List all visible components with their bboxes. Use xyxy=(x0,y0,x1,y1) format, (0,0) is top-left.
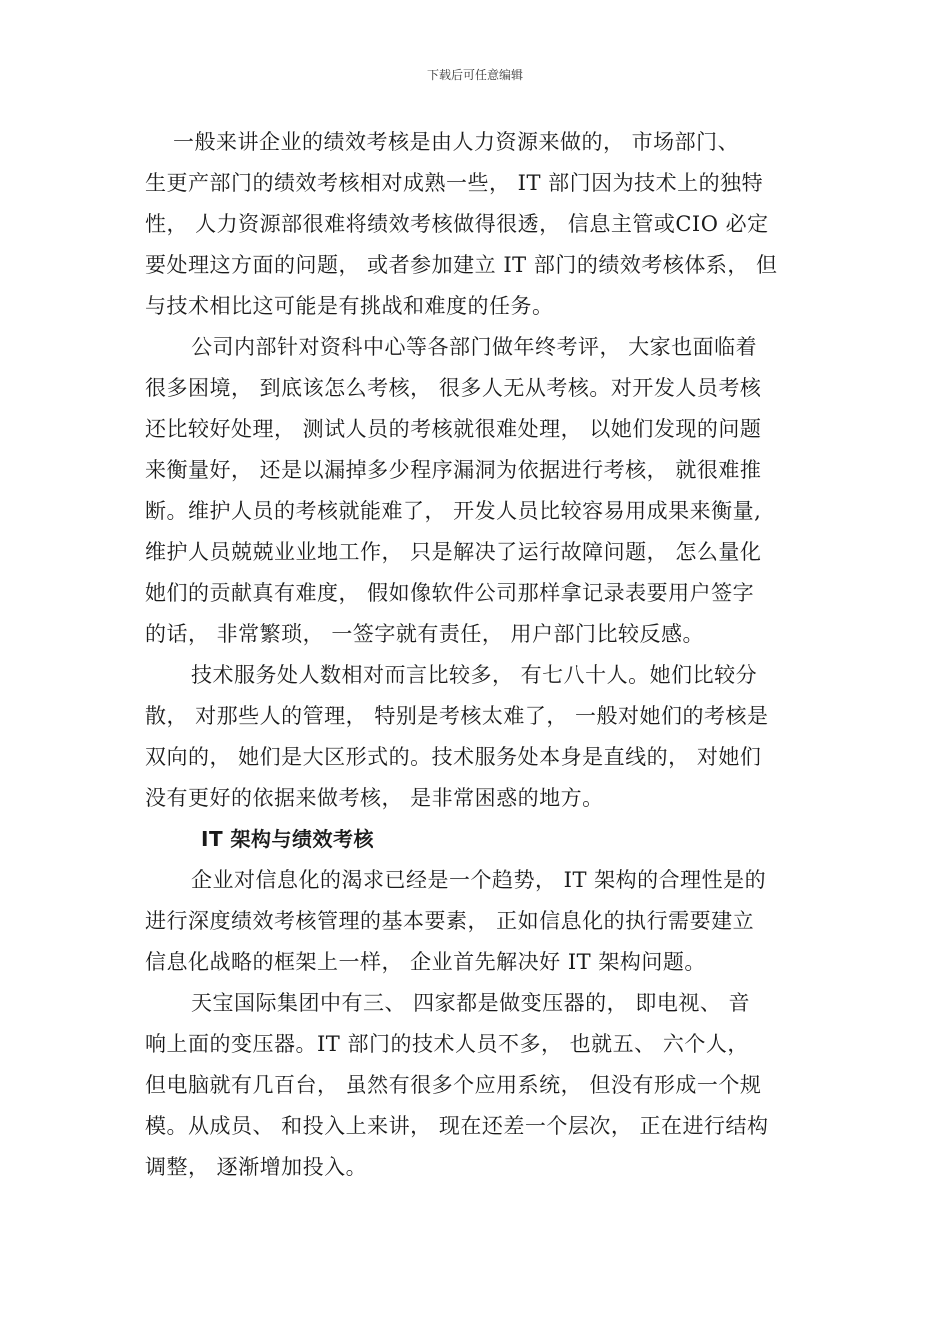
text-line: 信息化战略的框架上一样， 企业首先解决好 IT 架构问题。 xyxy=(145,950,706,974)
text-line: 一般来讲企业的绩效考核是由人力资源来做的， 市场部门、 xyxy=(173,130,740,154)
text-line: 性， 人力资源部很难将绩效考核做得很透， 信息主管或CIO 必定 xyxy=(145,212,769,236)
text-line: 没有更好的依据来做考核， 是非常困惑的地方。 xyxy=(145,786,604,810)
text-line: 模。从成员、 和投入上来讲， 现在还差一个层次， 正在进行结构 xyxy=(145,1114,769,1138)
text-line: 响上面的变压器。IT 部门的技术人员不多， 也就五、 六个人， xyxy=(145,1032,749,1056)
page-header: 下载后可任意编辑 xyxy=(426,68,523,82)
text-line: 技术服务处人数相对而言比较多， 有七八十人。她们比较分 xyxy=(191,663,758,687)
text-line: 的话， 非常繁琐， 一签字就有责任， 用户部门比较反感。 xyxy=(145,622,705,646)
text-line: 维护人员兢兢业业地工作， 只是解决了运行故障问题， 怎么量化 xyxy=(145,540,762,564)
text-line: 与技术相比这可能是有挑战和难度的任务。 xyxy=(145,294,554,318)
text-line: 她们的贡献真有难度， 假如像软件公司那样拿记录表要用户签字 xyxy=(145,581,755,605)
text-line: 断。维护人员的考核就能难了， 开发人员比较容易用成果来衡量, xyxy=(145,499,762,523)
text-line: 调整， 逐渐增加投入。 xyxy=(145,1155,368,1179)
text-line: 进行深度绩效考核管理的基本要素， 正如信息化的执行需要建立 xyxy=(145,909,755,933)
text-line: 双向的， 她们是大区形式的。技术服务处本身是直线的， 对她们 xyxy=(145,745,762,769)
text-line: 还比较好处理， 测试人员的考核就很难处理， 以她们发现的问题 xyxy=(145,417,762,441)
text-line: 来衡量好， 还是以漏掉多少程序漏洞为依据进行考核， 就很难推 xyxy=(145,458,762,482)
text-line: 企业对信息化的渴求已经是一个趋势， IT 架构的合理性是的 xyxy=(191,868,767,892)
text-line: 公司内部针对资科中心等各部门做年终考评， 大家也面临着 xyxy=(191,335,758,359)
document-body xyxy=(145,122,809,1188)
text-line: 很多困境， 到底该怎么考核， 很多人无从考核。对开发人员考核 xyxy=(145,376,762,400)
text-line: 生更产部门的绩效考核相对成熟一些， IT 部门因为技术上的独特 xyxy=(145,171,764,195)
section-heading: IT 架构与绩效考核 xyxy=(201,827,375,851)
text-line: 但电脑就有几百台， 虽然有很多个应用系统， 但没有形成一个规 xyxy=(145,1073,762,1097)
text-line: 天宝国际集团中有三、 四家都是做变压器的， 即电视、 音 xyxy=(191,991,751,1015)
text-line: 要处理这方面的问题， 或者参加建立 IT 部门的绩效考核体系， 但 xyxy=(145,253,778,277)
text-line: 散， 对那些人的管理， 特别是考核太难了， 一般对她们的考核是 xyxy=(145,704,769,728)
